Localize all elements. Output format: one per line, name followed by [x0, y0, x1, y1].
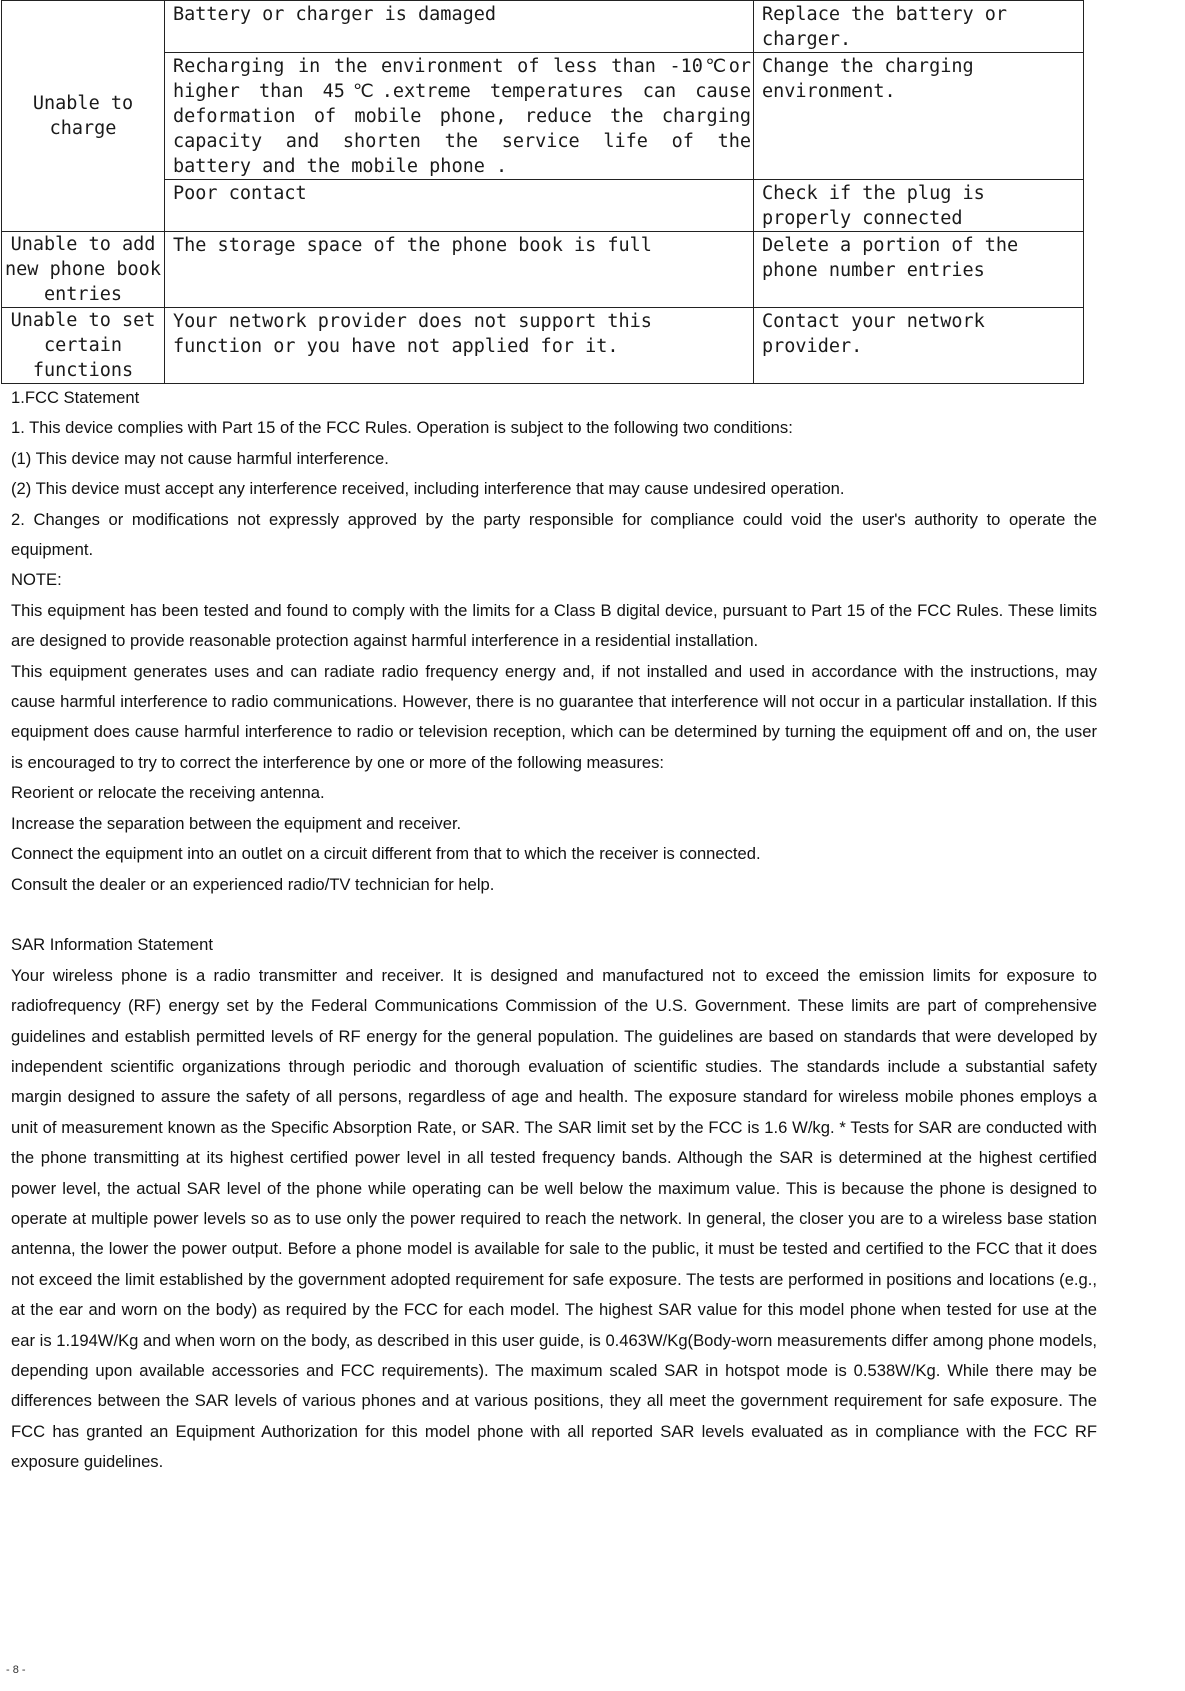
table-row: [2, 308, 1084, 384]
measure-item: Consult the dealer or an experienced radio/TV technician for help.: [11, 874, 495, 894]
measure-item: Connect the equipment into an outlet on a circuit different from that to which the receiver is connected.: [11, 844, 761, 864]
note-paragraph: This equipment generates uses and can radiate radio frequency energy and, if not installed and used in accordance with the instructions, may cause harmful interference to radio communications. However, there is no guarantee that interference will not occur in a particular installation. If this equipment does cause harmful interference to radio or television reception, which can be determined by turning the equipment off and on, the user is encouraged to try to correct the interference by one or more of the following measures:: [11, 661, 1097, 772]
table-row: [2, 53, 1084, 180]
note-label: NOTE:: [11, 570, 62, 590]
page-number: - 8 -: [6, 1664, 26, 1676]
troubleshooting-table: [1, 0, 1084, 384]
fcc-condition: (2) This device must accept any interference received, including interference that may cause undesired operation.: [11, 479, 845, 499]
solution-cell: Contact your network provider.: [754, 308, 1084, 384]
fcc-paragraph: 2. Changes or modifications not expressly approved by the party responsible for compliance could void the user's authority to operate the equipment.: [11, 509, 1097, 560]
table-row: [2, 232, 1084, 308]
solution-cell: Replace the battery or charger.: [754, 1, 1084, 53]
fcc-heading: 1.FCC Statement: [11, 388, 140, 407]
spacer: [11, 900, 1097, 930]
cause-cell: Your network provider does not support this function or you have not applied for it.: [165, 308, 754, 384]
problem-cell: Unable to charge: [2, 1, 165, 232]
measure-item: Reorient or relocate the receiving antenna.: [11, 783, 325, 803]
sar-heading: SAR Information Statement: [11, 935, 213, 955]
cause-cell: The storage space of the phone book is full: [165, 232, 754, 308]
table-row: [2, 1, 1084, 53]
cause-cell: Battery or charger is damaged: [165, 1, 754, 53]
measure-item: Increase the separation between the equipment and receiver.: [11, 813, 462, 833]
fcc-paragraph: 1. This device complies with Part 15 of the FCC Rules. Operation is subject to the following two conditions:: [11, 418, 793, 438]
cause-cell: Recharging in the environment of less than -10℃or higher than 45℃.extreme temperatures can cause deformation of mobile phone, reduce the charging capacity and shorten the service life of the battery and the mobile phone .: [165, 53, 754, 180]
solution-cell: Check if the plug is properly connected: [754, 180, 1084, 232]
fcc-condition: (1) This device may not cause harmful interference.: [11, 448, 389, 468]
sar-paragraph: Your wireless phone is a radio transmitter and receiver. It is designed and manufactured not to exceed the emission limits for exposure to radiofrequency (RF) energy set by the Federal Communications Commission of the U.S. Government. These limits are part of comprehensive guidelines and establish permitted levels of RF energy for the general population. The guidelines are based on standards that were developed by independent scientific organizations through periodic and thorough evaluation of scientific studies. The standards include a substantial safety margin designed to assure the safety of all persons, regardless of age and health. The exposure standard for wireless mobile phones employs a unit of measurement known as the Specific Absorption Rate, or SAR. The SAR limit set by the FCC is 1.6 W/kg. * Tests for SAR are conducted with the phone transmitting at its highest certified power level in all tested frequency bands. Although the SAR is determined at the highest certified power level, the actual SAR level of the phone while operating can be well below the maximum value. This is because the phone is designed to operate at multiple power levels so as to use only the power required to reach the network. In general, the closer you are to a wireless base station antenna, the lower the power output. Before a phone model is available for sale to the public, it must be tested and certified to the FCC that it does not exceed the limit established by the government adopted requirement for safe exposure. The tests are performed in positions and locations (e.g., at the ear and worn on the body) as required by the FCC for each model. The highest SAR value for this model phone when tested for use at the ear is 1.194W/Kg and when worn on the body, as described in this user guide, is 0.463W/Kg(Body-worn measurements differ among phone models, depending upon available accessories and FCC requirements). The maximum scaled SAR in hotspot mode is 0.538W/Kg. While there may be differences between the SAR levels of various phones and at various positions, they all meet the government requirement for safe exposure. The FCC has granted an Equipment Authorization for this model phone with all reported SAR levels evaluated as in compliance with the FCC RF exposure guidelines.: [11, 965, 1097, 1472]
problem-cell: Unable to set certain functions: [2, 308, 165, 384]
cause-cell: Poor contact: [165, 180, 754, 232]
note-paragraph: This equipment has been tested and found to comply with the limits for a Class B digital device, pursuant to Part 15 of the FCC Rules. These limits are designed to provide reasonable protection against harmful interference in a residential installation.: [11, 600, 1097, 651]
fcc-sar-section: [11, 383, 1097, 1478]
problem-cell: Unable to add new phone book entries: [2, 232, 165, 308]
solution-cell: Change the charging environment.: [754, 53, 1084, 180]
solution-cell: Delete a portion of the phone number entries: [754, 232, 1084, 308]
table-row: [2, 180, 1084, 232]
